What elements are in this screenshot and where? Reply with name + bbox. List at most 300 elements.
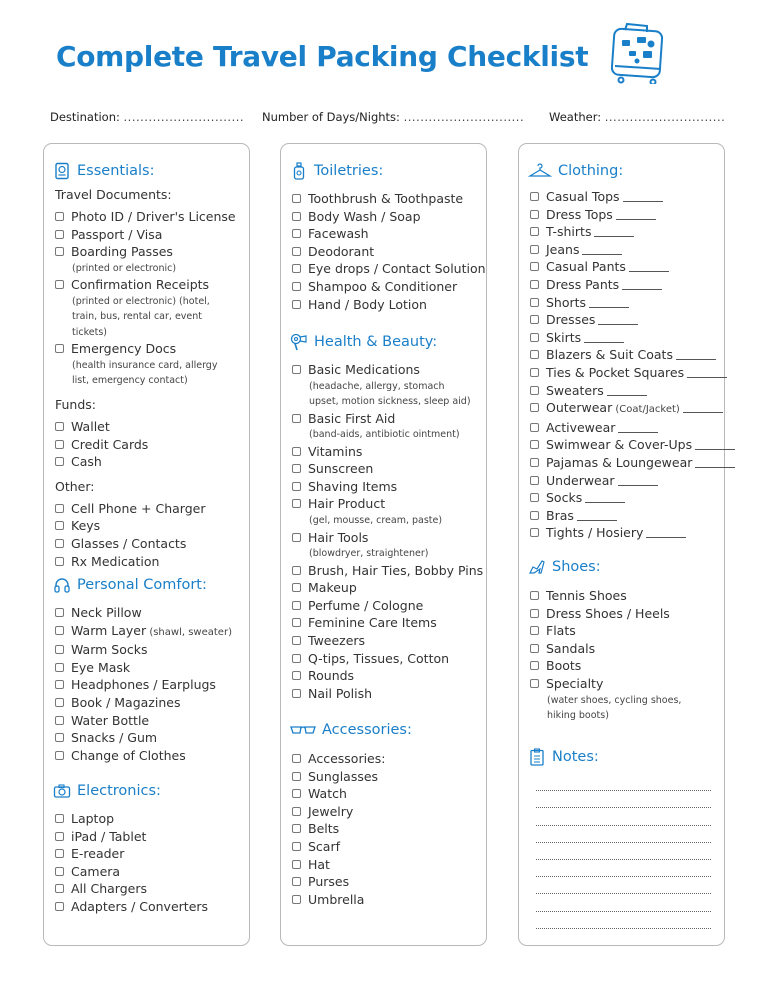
weather-label: Weather: bbox=[549, 110, 602, 124]
checkbox[interactable] bbox=[292, 300, 301, 309]
checkbox[interactable] bbox=[55, 645, 64, 654]
checkbox[interactable] bbox=[55, 716, 64, 725]
checklist-item-ties-pocket-squares[interactable] bbox=[530, 364, 724, 382]
item-label: Change of Clothes bbox=[71, 747, 186, 763]
item-label: Eye drops / Contact Solution bbox=[308, 261, 486, 277]
checkbox[interactable] bbox=[292, 282, 301, 291]
item-label: Underwear bbox=[546, 472, 615, 488]
checklist-item-hand-body-lotion[interactable] bbox=[292, 296, 486, 314]
checkbox[interactable] bbox=[530, 609, 539, 618]
checklist-item-tights-hosiery[interactable] bbox=[530, 524, 724, 542]
checklist-item-dress-shoes-heels[interactable] bbox=[530, 605, 724, 623]
checkbox[interactable] bbox=[292, 789, 301, 798]
checkbox[interactable] bbox=[292, 671, 301, 680]
checkbox[interactable] bbox=[530, 368, 539, 377]
checkbox[interactable] bbox=[292, 447, 301, 456]
checklist-item-dress-pants[interactable] bbox=[530, 276, 724, 294]
checkbox[interactable] bbox=[292, 566, 301, 575]
checkbox[interactable] bbox=[292, 365, 301, 374]
checkbox[interactable] bbox=[55, 539, 64, 548]
page-title: Complete Travel Packing Checklist bbox=[56, 40, 589, 73]
item-label: T-shirts bbox=[546, 224, 592, 240]
checklist-item-rx-medication[interactable] bbox=[55, 553, 249, 571]
item-label: Casual Tops bbox=[546, 189, 620, 204]
item-label: Makeup bbox=[308, 580, 357, 596]
checklist-item-nail-polish[interactable] bbox=[292, 685, 486, 703]
item-label: Warm Layer bbox=[71, 622, 147, 638]
checklist-item-toothbrush-toothpaste[interactable] bbox=[292, 190, 486, 208]
checklist-item-shaving-items[interactable] bbox=[292, 478, 486, 496]
item-note: (blowdryer, straightener) bbox=[309, 548, 429, 560]
suitcase-icon bbox=[607, 20, 669, 84]
checkbox[interactable] bbox=[55, 521, 64, 530]
quantity-blank[interactable] bbox=[687, 368, 727, 378]
checklist-item-emergency-docs[interactable] bbox=[55, 340, 249, 389]
checklist-item-cell-phone-charger[interactable] bbox=[55, 500, 249, 518]
checklist-item-hat[interactable] bbox=[292, 856, 486, 874]
checkbox[interactable] bbox=[292, 754, 301, 763]
checkbox[interactable] bbox=[55, 230, 64, 239]
item-label: Sunscreen bbox=[308, 461, 374, 477]
quantity-blank[interactable] bbox=[585, 493, 625, 503]
travel-documents-label: Travel Documents: bbox=[55, 187, 172, 202]
checklist-item-basic-first-aid[interactable] bbox=[292, 410, 486, 443]
quantity-blank[interactable] bbox=[582, 245, 622, 255]
checkbox[interactable] bbox=[530, 661, 539, 670]
notes-area[interactable] bbox=[536, 774, 724, 929]
checkbox[interactable] bbox=[292, 414, 301, 423]
checkbox[interactable] bbox=[55, 344, 64, 353]
checklist-item-sunglasses[interactable] bbox=[292, 768, 486, 786]
checkbox[interactable] bbox=[530, 227, 539, 236]
checklist-item-blazers-suit-coats[interactable] bbox=[530, 346, 724, 364]
checklist-item-glasses-contacts[interactable] bbox=[55, 535, 249, 553]
checklist-item-facewash[interactable] bbox=[292, 225, 486, 243]
checkbox[interactable] bbox=[292, 601, 301, 610]
item-label: Water Bottle bbox=[71, 712, 150, 728]
quantity-blank[interactable] bbox=[683, 403, 723, 413]
item-label: iPad / Tablet bbox=[71, 828, 147, 844]
checklist-item-pajamas-loungewear[interactable] bbox=[530, 454, 724, 472]
item-label: Bras bbox=[546, 507, 574, 523]
item-label: Watch bbox=[308, 786, 347, 802]
checkbox[interactable] bbox=[530, 210, 539, 219]
checkbox[interactable] bbox=[292, 194, 301, 203]
destination-blank: ............................. bbox=[123, 110, 245, 124]
item-label: Eye Mask bbox=[71, 659, 131, 675]
item-label: Pajamas & Loungewear bbox=[546, 454, 693, 470]
item-note: (gel, mousse, cream, paste) bbox=[309, 515, 443, 527]
quantity-blank[interactable] bbox=[616, 210, 656, 220]
checklist-item-confirmation-receipts[interactable] bbox=[55, 276, 249, 340]
checklist-item-hair-product[interactable] bbox=[292, 495, 486, 528]
checkbox[interactable] bbox=[530, 386, 539, 395]
checklist-item-skirts[interactable] bbox=[530, 329, 724, 347]
checklist-item-jewelry[interactable] bbox=[292, 803, 486, 821]
item-label: Scarf bbox=[308, 838, 341, 854]
checkbox[interactable] bbox=[292, 264, 301, 273]
checkbox[interactable] bbox=[530, 245, 539, 254]
checklist-item-ipad-tablet[interactable] bbox=[55, 828, 249, 846]
checkbox[interactable] bbox=[55, 884, 64, 893]
checklist-item-feminine-care-items[interactable] bbox=[292, 614, 486, 632]
item-label: Basic First Aid bbox=[308, 410, 396, 426]
checkbox[interactable] bbox=[55, 280, 64, 289]
checklist-item-passport-visa[interactable] bbox=[55, 226, 249, 244]
hanger-icon bbox=[528, 162, 552, 180]
checkbox[interactable] bbox=[530, 280, 539, 289]
days-nights-field[interactable] bbox=[262, 110, 524, 124]
checkbox[interactable] bbox=[292, 824, 301, 833]
item-inline-note: (shawl, sweater) bbox=[146, 626, 232, 638]
quantity-blank[interactable] bbox=[629, 262, 669, 272]
other-label: Other: bbox=[55, 478, 95, 494]
item-label: Facewash bbox=[308, 226, 369, 242]
checkbox[interactable] bbox=[292, 499, 301, 508]
checklist-item-credit-cards[interactable] bbox=[55, 436, 249, 454]
checklist-item-accessories[interactable] bbox=[292, 750, 486, 768]
checklist-item-tennis-shoes[interactable] bbox=[530, 587, 724, 605]
checkbox[interactable] bbox=[55, 867, 64, 876]
section-essentials bbox=[44, 160, 249, 570]
checklist-item-umbrella[interactable] bbox=[292, 891, 486, 909]
item-label: Rx Medication bbox=[71, 553, 160, 569]
checklist-item-purses[interactable] bbox=[292, 873, 486, 891]
item-label: Boarding Passes bbox=[71, 244, 173, 260]
item-label: Feminine Care Items bbox=[308, 615, 437, 631]
checkbox[interactable] bbox=[530, 679, 539, 688]
checkbox[interactable] bbox=[292, 583, 301, 592]
checkbox[interactable] bbox=[55, 733, 64, 742]
item-label: Hair Product bbox=[308, 496, 386, 512]
quantity-blank[interactable] bbox=[646, 528, 686, 538]
checkbox[interactable] bbox=[55, 663, 64, 672]
checkbox[interactable] bbox=[55, 814, 64, 823]
section-personal-comfort bbox=[44, 574, 249, 764]
item-label: Laptop bbox=[71, 811, 115, 826]
section-clothing bbox=[519, 160, 724, 542]
section-accessories bbox=[281, 719, 486, 908]
checkbox[interactable] bbox=[530, 528, 539, 537]
checkbox[interactable] bbox=[530, 644, 539, 653]
checklist-item-dresses[interactable] bbox=[530, 311, 724, 329]
checkbox[interactable] bbox=[530, 403, 539, 412]
item-label: Activewear bbox=[546, 419, 616, 435]
checklist-item-perfume-cologne[interactable] bbox=[292, 597, 486, 615]
checklist-item-outerwear[interactable] bbox=[530, 399, 724, 419]
checkbox[interactable] bbox=[530, 298, 539, 307]
item-label: Emergency Docs bbox=[71, 341, 177, 357]
checklist-item-tweezers[interactable] bbox=[292, 632, 486, 650]
checkbox[interactable] bbox=[55, 832, 64, 841]
item-label: E-reader bbox=[71, 846, 125, 862]
checklist-item-warm-socks[interactable] bbox=[55, 641, 249, 659]
checkbox[interactable] bbox=[292, 807, 301, 816]
item-label: Belts bbox=[308, 821, 340, 837]
checklist-item-e-reader[interactable] bbox=[55, 845, 249, 863]
item-label: Jewelry bbox=[308, 803, 354, 819]
item-label: Shorts bbox=[546, 294, 587, 310]
quantity-blank[interactable] bbox=[577, 511, 617, 521]
checklist-item-casual-tops[interactable] bbox=[530, 188, 724, 206]
item-label: Specialty bbox=[546, 675, 604, 691]
item-label: Vitamins bbox=[308, 443, 363, 459]
item-label: Flats bbox=[546, 623, 576, 639]
item-label: Purses bbox=[308, 874, 350, 890]
item-label: All Chargers bbox=[71, 881, 147, 897]
checkbox[interactable] bbox=[55, 504, 64, 513]
checklist-item-neck-pillow[interactable] bbox=[55, 604, 249, 622]
item-label: Basic Medications bbox=[308, 362, 420, 377]
checklist-item-shampoo-conditioner[interactable] bbox=[292, 278, 486, 296]
checkbox[interactable] bbox=[292, 860, 301, 869]
item-label: Body Wash / Soap bbox=[308, 208, 421, 224]
funds-list bbox=[55, 418, 249, 471]
item-label: Jeans bbox=[546, 241, 580, 257]
camera-icon bbox=[53, 782, 71, 800]
checkbox[interactable] bbox=[292, 247, 301, 256]
checklist-item-bras[interactable] bbox=[530, 507, 724, 525]
notes-title: Notes: bbox=[552, 749, 599, 765]
checkbox[interactable] bbox=[530, 315, 539, 324]
checkbox[interactable] bbox=[530, 333, 539, 342]
checklist-item-flats[interactable] bbox=[530, 622, 724, 640]
checkbox[interactable] bbox=[530, 493, 539, 502]
checkbox[interactable] bbox=[530, 476, 539, 485]
quantity-blank[interactable] bbox=[598, 315, 638, 325]
hairdryer-icon bbox=[290, 333, 308, 351]
item-label: Tennis Shoes bbox=[546, 588, 627, 603]
checklist-item-socks[interactable] bbox=[530, 489, 724, 507]
checkbox[interactable] bbox=[292, 654, 301, 663]
checklist-item-q-tips-tissues-cotton[interactable] bbox=[292, 650, 486, 668]
quantity-blank[interactable] bbox=[618, 423, 658, 433]
quantity-blank[interactable] bbox=[695, 458, 735, 468]
checklist-item-eye-mask[interactable] bbox=[55, 659, 249, 677]
checklist-item-belts[interactable] bbox=[292, 820, 486, 838]
checklist-item-swimwear-cover-ups[interactable] bbox=[530, 436, 724, 454]
headphones-icon bbox=[53, 576, 71, 594]
item-label: Passport / Visa bbox=[71, 226, 163, 242]
checklist-item-wallet[interactable] bbox=[55, 418, 249, 436]
item-label: Book / Magazines bbox=[71, 694, 181, 710]
item-label: Hair Tools bbox=[308, 529, 369, 545]
checkbox[interactable] bbox=[55, 422, 64, 431]
checklist-item-rounds[interactable] bbox=[292, 667, 486, 685]
item-label: Sweaters bbox=[546, 382, 604, 398]
item-label: Casual Pants bbox=[546, 259, 626, 275]
item-label: Glasses / Contacts bbox=[71, 535, 187, 551]
item-label: Snacks / Gum bbox=[71, 730, 158, 746]
checkbox[interactable] bbox=[292, 772, 301, 781]
item-label: Neck Pillow bbox=[71, 605, 142, 620]
item-label: Adapters / Converters bbox=[71, 898, 209, 914]
checklist-item-snacks-gum[interactable] bbox=[55, 729, 249, 747]
item-label: Ties & Pocket Squares bbox=[546, 364, 685, 380]
checkbox[interactable] bbox=[55, 680, 64, 689]
checkbox[interactable] bbox=[55, 698, 64, 707]
checklist-item-all-chargers[interactable] bbox=[55, 880, 249, 898]
item-label: Dress Tops bbox=[546, 206, 613, 222]
clipboard-icon bbox=[528, 748, 546, 766]
item-label: Dress Shoes / Heels bbox=[546, 605, 670, 621]
checklist-item-headphones-earplugs[interactable] bbox=[55, 676, 249, 694]
checkbox[interactable] bbox=[55, 247, 64, 256]
checklist-item-body-wash-soap[interactable] bbox=[292, 208, 486, 226]
other-list bbox=[55, 500, 249, 570]
weather-blank: ............................. bbox=[604, 110, 726, 124]
checklist-item-photo-id-driver-s-license[interactable] bbox=[55, 208, 249, 226]
checklist-item-eye-drops-contact-solution[interactable] bbox=[292, 260, 486, 278]
quantity-blank[interactable] bbox=[607, 386, 647, 396]
column-middle bbox=[280, 143, 487, 946]
checklist-item-underwear[interactable] bbox=[530, 472, 724, 490]
checklist-item-warm-layer[interactable] bbox=[55, 622, 249, 642]
quantity-blank[interactable] bbox=[589, 298, 629, 308]
item-label: Boots bbox=[546, 658, 582, 674]
checklist-item-brush-hair-ties-bobby-pins[interactable] bbox=[292, 562, 486, 580]
weather-field[interactable] bbox=[549, 110, 725, 124]
item-label: Wallet bbox=[71, 418, 110, 434]
checkbox[interactable] bbox=[292, 689, 301, 698]
checkbox[interactable] bbox=[530, 423, 539, 432]
sunglasses-icon bbox=[290, 721, 316, 739]
checkbox[interactable] bbox=[292, 636, 301, 645]
shoes-list bbox=[530, 587, 724, 724]
checklist-item-vitamins[interactable] bbox=[292, 443, 486, 461]
electronics-title: Electronics: bbox=[77, 783, 161, 799]
checkbox[interactable] bbox=[292, 618, 301, 627]
checklist-item-change-of-clothes[interactable] bbox=[55, 747, 249, 765]
checkbox[interactable] bbox=[55, 440, 64, 449]
checklist-item-scarf[interactable] bbox=[292, 838, 486, 856]
item-label: Tights / Hosiery bbox=[546, 525, 644, 541]
checkbox[interactable] bbox=[292, 482, 301, 491]
checkbox[interactable] bbox=[55, 608, 64, 617]
checkbox[interactable] bbox=[55, 849, 64, 858]
checklist-item-adapters-converters[interactable] bbox=[55, 898, 249, 916]
item-note: (headache, allergy, stomach upset, motion sickness, sleep aid) bbox=[309, 380, 471, 408]
checklist-item-casual-pants[interactable] bbox=[530, 258, 724, 276]
toiletries-title: Toiletries: bbox=[314, 163, 384, 179]
checkbox[interactable] bbox=[530, 511, 539, 520]
item-label: Sandals bbox=[546, 640, 596, 656]
checkbox[interactable] bbox=[292, 212, 301, 221]
item-label: Keys bbox=[71, 518, 101, 534]
checklist-item-camera[interactable] bbox=[55, 863, 249, 881]
quantity-blank[interactable] bbox=[695, 440, 735, 450]
checkbox[interactable] bbox=[55, 557, 64, 566]
days-nights-label: Number of Days/Nights: bbox=[262, 110, 400, 124]
quantity-blank[interactable] bbox=[676, 350, 716, 360]
item-label: Confirmation Receipts bbox=[71, 277, 210, 293]
checkbox[interactable] bbox=[530, 262, 539, 271]
checklist-item-boots[interactable] bbox=[530, 657, 724, 675]
item-label: Tweezers bbox=[308, 633, 366, 649]
checkbox[interactable] bbox=[55, 751, 64, 760]
checkbox[interactable] bbox=[530, 626, 539, 635]
quantity-blank[interactable] bbox=[584, 333, 624, 343]
item-label: Blazers & Suit Coats bbox=[546, 347, 673, 363]
quantity-blank[interactable] bbox=[622, 280, 662, 290]
checklist-item-basic-medications[interactable] bbox=[292, 361, 486, 410]
section-shoes bbox=[519, 556, 724, 724]
checklist-item-boarding-passes[interactable] bbox=[55, 243, 249, 276]
item-note: (printed or electronic) bbox=[72, 262, 177, 274]
item-label: Dress Pants bbox=[546, 276, 620, 292]
section-toiletries bbox=[281, 160, 486, 313]
checkbox[interactable] bbox=[55, 212, 64, 221]
section-health-beauty bbox=[281, 331, 486, 702]
checklist-item-activewear[interactable] bbox=[530, 419, 724, 437]
checklist-item-cash[interactable] bbox=[55, 453, 249, 471]
checklist-item-t-shirts[interactable] bbox=[530, 223, 724, 241]
checkbox[interactable] bbox=[530, 440, 539, 449]
checklist-item-sweaters[interactable] bbox=[530, 382, 724, 400]
checklist-item-sandals[interactable] bbox=[530, 640, 724, 658]
checkbox[interactable] bbox=[530, 192, 539, 201]
checklist-item-sunscreen[interactable] bbox=[292, 460, 486, 478]
personal-comfort-title: Personal Comfort: bbox=[77, 577, 207, 593]
checklist-item-jeans[interactable] bbox=[530, 241, 724, 259]
checklist-item-deodorant[interactable] bbox=[292, 243, 486, 261]
item-label: Toothbrush & Toothpaste bbox=[308, 191, 464, 206]
quantity-blank[interactable] bbox=[623, 192, 663, 202]
checkbox[interactable] bbox=[55, 457, 64, 466]
item-label: Hat bbox=[308, 856, 330, 872]
item-label: Cell Phone + Charger bbox=[71, 500, 206, 516]
section-notes bbox=[519, 746, 724, 929]
item-label: Dresses bbox=[546, 312, 596, 328]
section-electronics bbox=[44, 780, 249, 916]
quantity-blank[interactable] bbox=[618, 476, 658, 486]
checklist-item-watch[interactable] bbox=[292, 785, 486, 803]
checklist-item-keys[interactable] bbox=[55, 517, 249, 535]
checkbox[interactable] bbox=[530, 350, 539, 359]
checklist-item-water-bottle[interactable] bbox=[55, 712, 249, 730]
quantity-blank[interactable] bbox=[594, 227, 634, 237]
clothing-list bbox=[530, 188, 724, 542]
checklist-item-shorts[interactable] bbox=[530, 294, 724, 312]
checklist-item-makeup[interactable] bbox=[292, 579, 486, 597]
item-label: Skirts bbox=[546, 329, 582, 345]
checklist-item-dress-tops[interactable] bbox=[530, 206, 724, 224]
checkbox[interactable] bbox=[530, 591, 539, 600]
item-note: (water shoes, cycling shoes, hiking boots) bbox=[547, 694, 682, 722]
destination-field[interactable] bbox=[50, 110, 244, 124]
item-label: Hand / Body Lotion bbox=[308, 296, 427, 312]
item-label: Nail Polish bbox=[308, 685, 373, 701]
checklist-item-laptop[interactable] bbox=[55, 810, 249, 828]
checkbox[interactable] bbox=[292, 877, 301, 886]
checklist-item-specialty[interactable] bbox=[530, 675, 724, 724]
checkbox[interactable] bbox=[292, 464, 301, 473]
item-label: Cash bbox=[71, 454, 102, 470]
checkbox[interactable] bbox=[55, 626, 64, 635]
checkbox[interactable] bbox=[292, 842, 301, 851]
checklist-item-book-magazines[interactable] bbox=[55, 694, 249, 712]
lotion-bottle-icon bbox=[290, 162, 308, 180]
checklist-item-hair-tools[interactable] bbox=[292, 529, 486, 562]
checkbox[interactable] bbox=[530, 458, 539, 467]
checkbox[interactable] bbox=[292, 533, 301, 542]
item-label: Perfume / Cologne bbox=[308, 597, 424, 613]
shoes-title: Shoes: bbox=[552, 559, 601, 575]
checkbox[interactable] bbox=[292, 895, 301, 904]
travel-documents-list bbox=[55, 208, 249, 389]
checkbox[interactable] bbox=[55, 902, 64, 911]
checkbox[interactable] bbox=[292, 229, 301, 238]
